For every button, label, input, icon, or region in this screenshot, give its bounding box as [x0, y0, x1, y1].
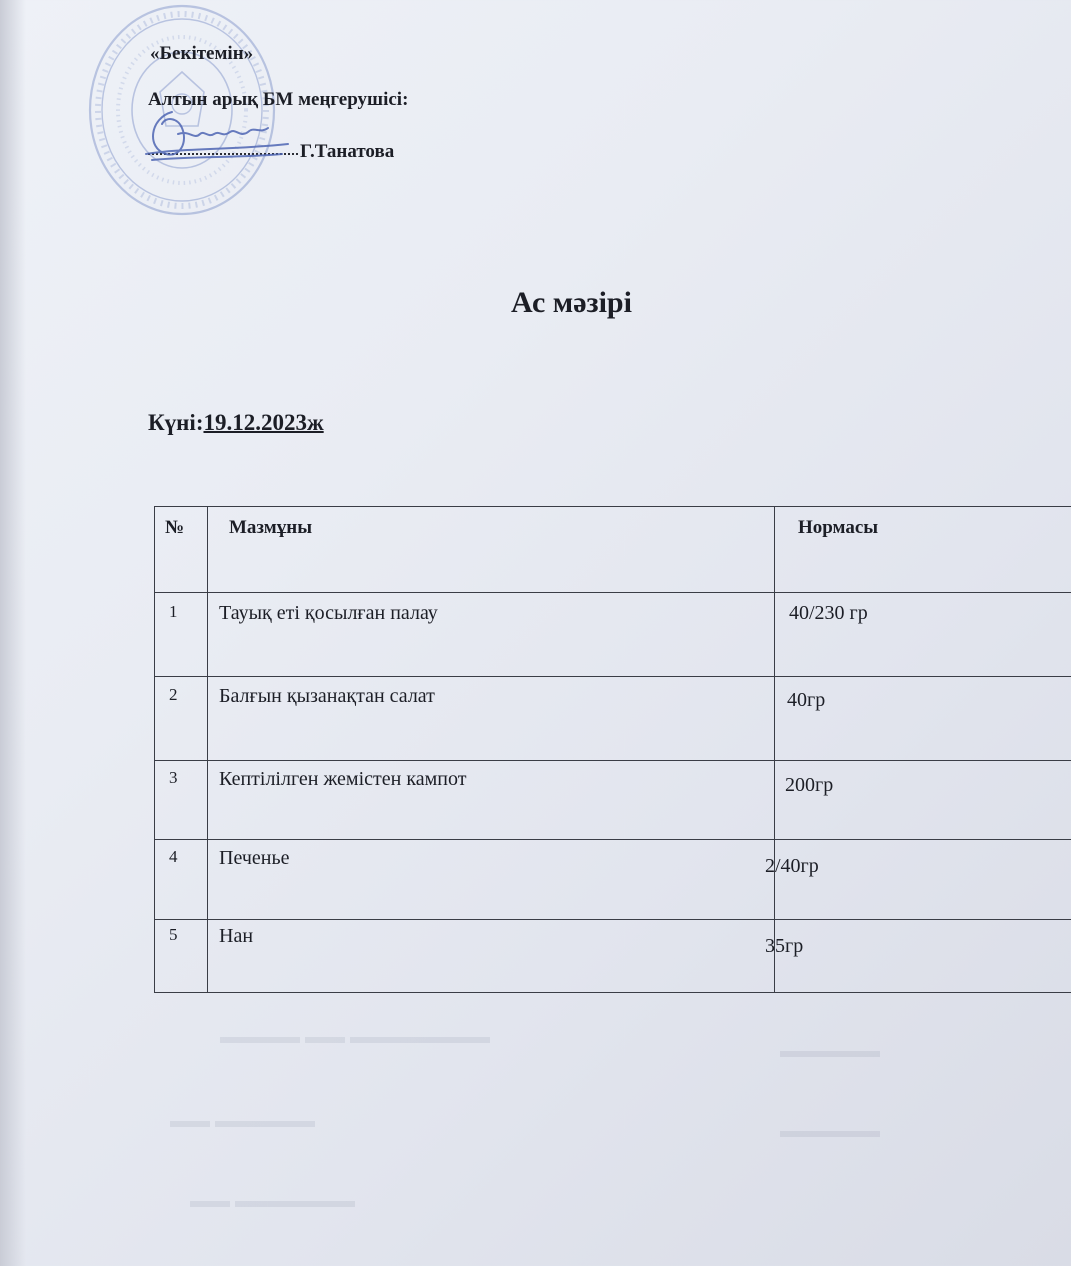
table-row-divider: [155, 592, 1071, 593]
approval-heading: «Бекітемін»: [150, 43, 254, 64]
row-norm: 2/40гр: [765, 855, 819, 877]
approver-name: Г.Танатова: [300, 141, 395, 162]
row-item: Кептілілген жемістен кампот: [219, 768, 467, 790]
row-item: Тауық еті қосылған палау: [219, 602, 438, 624]
paper-shadow: [0, 0, 26, 1266]
row-number: 2: [169, 685, 178, 704]
date-line: [148, 410, 324, 436]
handwritten-signature: [142, 104, 292, 164]
row-item: Нан: [219, 925, 254, 947]
bleed-through-text: ▬▬▬▬ ▬▬ ▬▬▬▬▬▬▬: [220, 1026, 490, 1048]
approval-position: Алтын арық БМ меңгерушісі:: [148, 89, 409, 110]
bleed-through-text: ▬▬ ▬▬▬▬▬: [170, 1110, 315, 1132]
row-norm: 200гр: [785, 774, 834, 796]
row-number: 3: [169, 768, 178, 787]
menu-table: [154, 506, 1071, 993]
row-norm: 35гр: [765, 935, 804, 957]
row-norm: 40гр: [787, 689, 826, 711]
bleed-through-text: ▬▬▬▬▬: [780, 1040, 880, 1062]
date-label: Күні:: [148, 410, 204, 435]
bleed-through-text: ▬▬▬▬▬: [780, 1120, 880, 1142]
row-number: 4: [169, 847, 178, 866]
header-number: №: [165, 517, 185, 538]
row-norm: 40/230 гр: [789, 602, 868, 624]
header-norm: Нормасы: [798, 517, 879, 538]
header-content: Мазмұны: [229, 517, 313, 538]
table-row-divider: [155, 919, 1071, 920]
table-row-divider: [155, 676, 1071, 677]
bleed-through-text: ▬▬ ▬▬▬▬▬▬: [190, 1190, 355, 1212]
row-item: Балғын қызанақтан салат: [219, 685, 435, 707]
date-value: 19.12.2023ж: [203, 410, 324, 435]
document-title: Ас мәзірі: [511, 286, 632, 319]
table-row-divider: [155, 760, 1071, 761]
row-number: 1: [169, 602, 178, 621]
table-row-divider: [155, 839, 1071, 840]
row-item: Печенье: [219, 847, 290, 869]
row-number: 5: [169, 925, 178, 944]
